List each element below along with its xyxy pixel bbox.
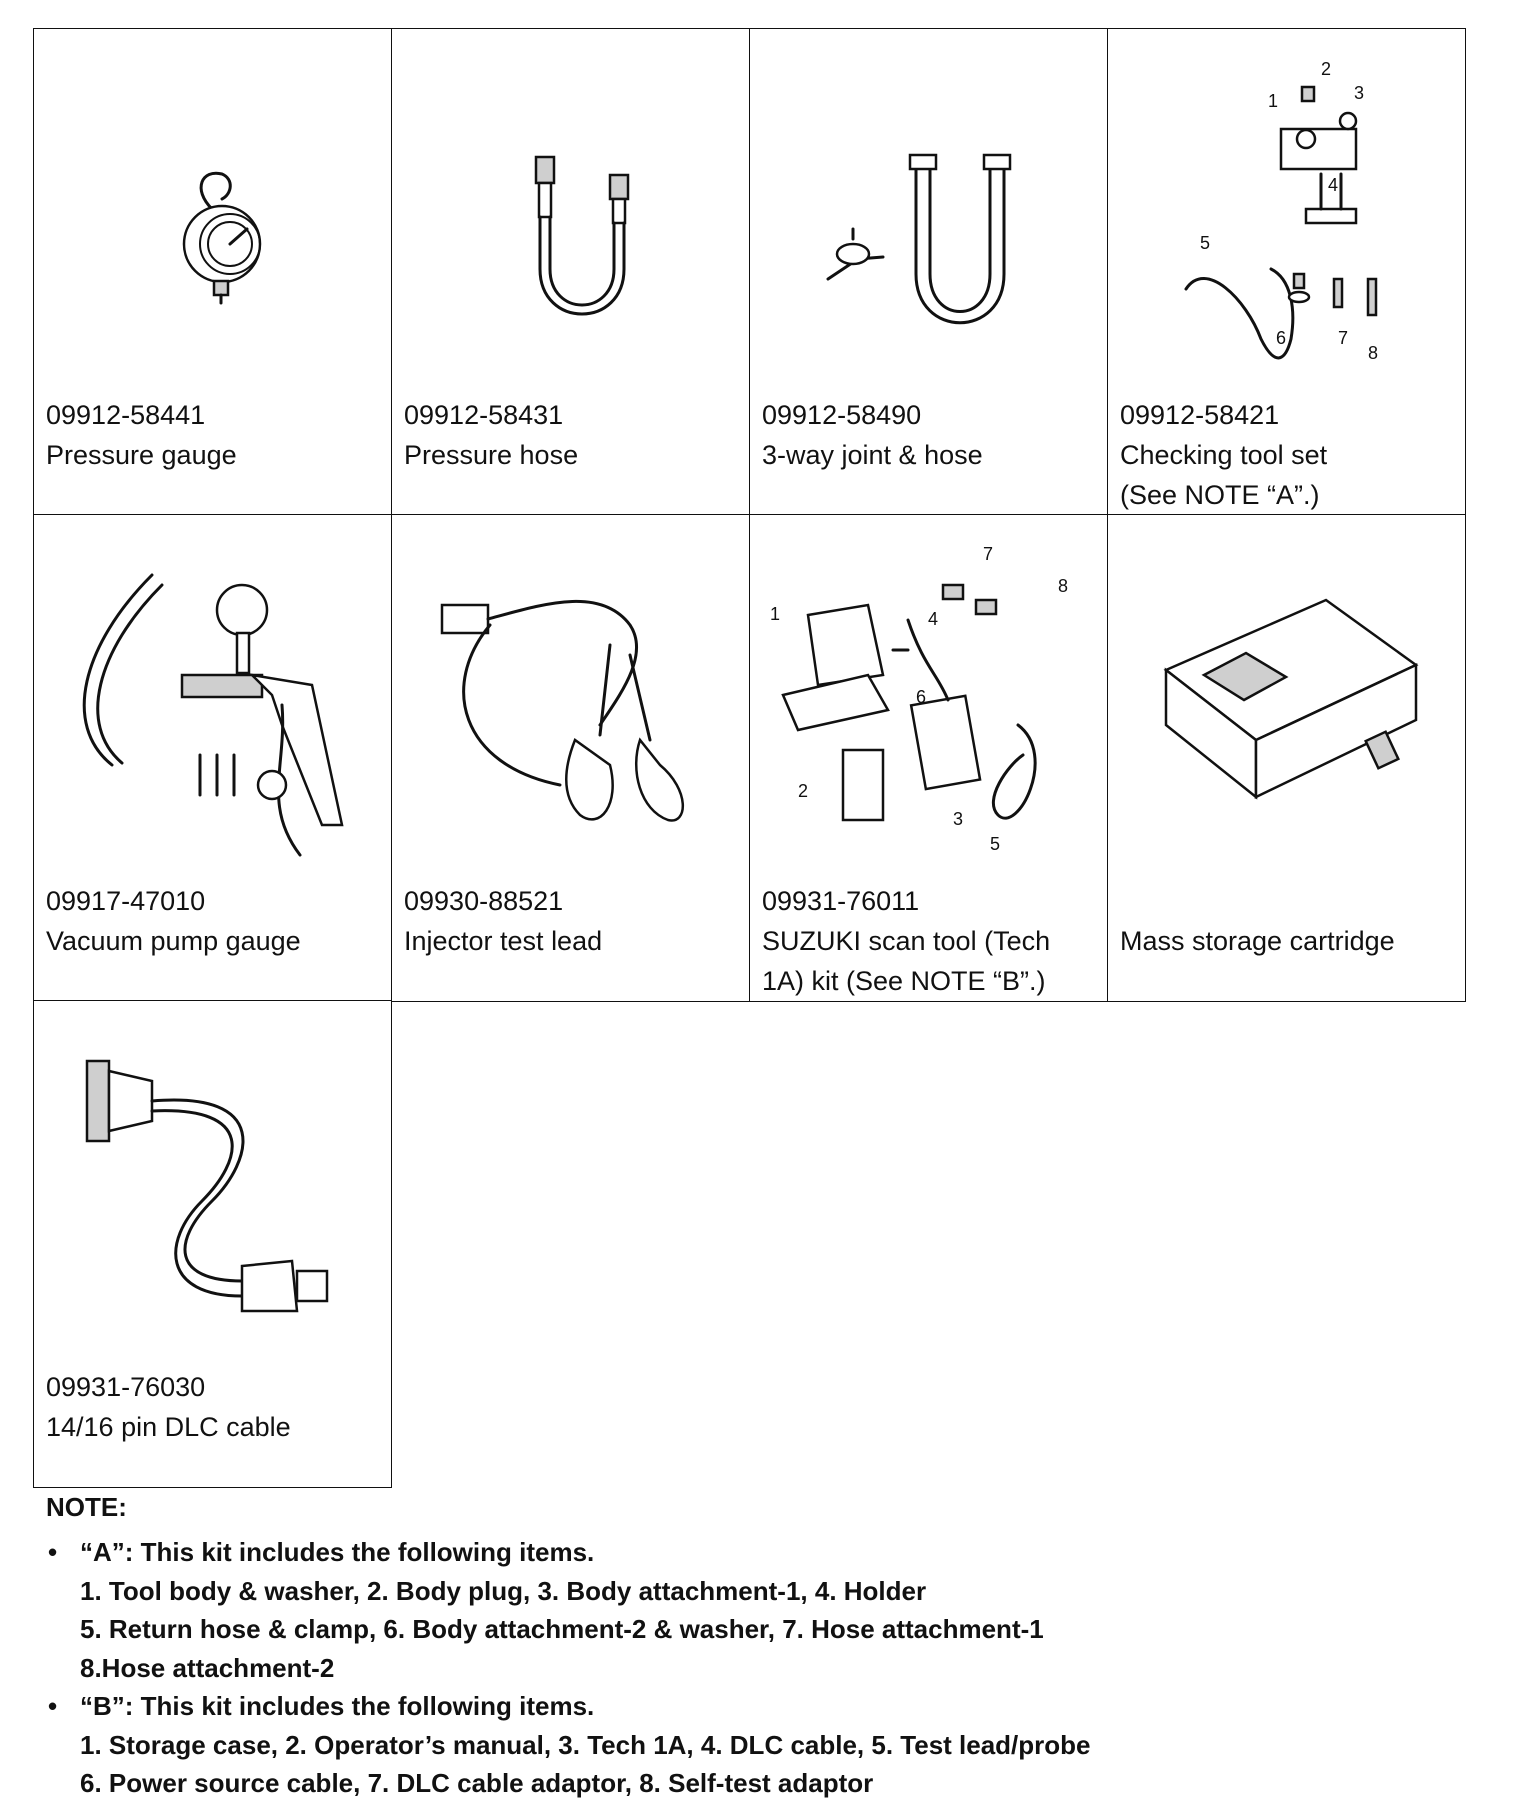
note-section xyxy=(46,1492,1091,1803)
bullet-icon: • xyxy=(48,1537,58,1567)
callout-label: 7 xyxy=(983,544,994,564)
tool-part-number: 09931-76011 xyxy=(762,886,920,916)
callout-label: 1 xyxy=(770,604,781,624)
three-way-joint-illustration xyxy=(758,39,1098,399)
callout-label: 4 xyxy=(928,609,939,629)
tool-cell xyxy=(33,1000,392,1488)
tool-name: 14/16 pin DLC cable xyxy=(46,1412,291,1442)
tool-part-number: 09931-76030 xyxy=(46,1372,206,1402)
bullet-icon: • xyxy=(48,1691,58,1721)
callout-label: 6 xyxy=(916,687,927,707)
tool-name: Vacuum pump gauge xyxy=(46,926,301,956)
mass-storage-cartridge-illustration xyxy=(1116,525,1456,885)
tool-name: Checking tool set xyxy=(1120,440,1328,470)
callout-label: 8 xyxy=(1368,343,1379,363)
callout-label: 4 xyxy=(1328,175,1339,195)
tool-cell xyxy=(391,514,750,1002)
tool-cell xyxy=(749,514,1108,1002)
callout-label: 2 xyxy=(798,781,809,801)
callout-label: 2 xyxy=(1321,59,1332,79)
callout-label: 3 xyxy=(953,809,964,829)
tool-cell xyxy=(1107,28,1466,516)
callout-label: 1 xyxy=(1268,91,1279,111)
tool-cell xyxy=(391,28,750,516)
callout-label: 8 xyxy=(1058,576,1069,596)
tool-name: 3-way joint & hose xyxy=(762,440,983,470)
callout-label: 6 xyxy=(1276,328,1287,348)
tool-name: Mass storage cartridge xyxy=(1120,926,1395,956)
tool-part-number: 09930-88521 xyxy=(404,886,564,916)
callout-label: 5 xyxy=(990,834,1001,854)
callout-label: 5 xyxy=(1200,233,1211,253)
tool-name: Pressure gauge xyxy=(46,440,237,470)
note-item-heading: “B”: This kit includes the following items. xyxy=(80,1691,595,1721)
checking-tool-set-illustration xyxy=(1116,39,1456,399)
note-item-line: 5. Return hose & clamp, 6. Body attachment-2 & washer, 7. Hose attachment-1 xyxy=(80,1614,1044,1644)
tool-part-number: 09912-58441 xyxy=(46,400,206,430)
vacuum-pump-illustration xyxy=(42,525,382,885)
tool-cell xyxy=(749,28,1108,516)
note-item-line: 1. Tool body & washer, 2. Body plug, 3. Body attachment-1, 4. Holder xyxy=(80,1575,927,1606)
tool-part-number: 09912-58421 xyxy=(1120,400,1280,430)
tool-name: Pressure hose xyxy=(404,440,579,470)
tool-name: Injector test lead xyxy=(404,926,603,956)
tool-cell xyxy=(1107,514,1466,1002)
note-item-line: 8.Hose attachment-2 xyxy=(80,1652,335,1683)
tool-part-number: 09912-58431 xyxy=(404,400,564,430)
injector-test-lead-illustration xyxy=(400,525,740,885)
note-item xyxy=(46,1687,1091,1726)
note-title: NOTE: xyxy=(46,1492,127,1522)
tool-cell xyxy=(33,514,392,1002)
note-item-line: 6. Power source cable, 7. DLC cable adaptor, 8. Self-test adaptor xyxy=(80,1768,874,1798)
tool-name: SUZUKI scan tool (Tech xyxy=(762,926,1051,956)
pressure-hose-illustration xyxy=(400,39,740,399)
tool-name-note: (See NOTE “A”.) xyxy=(1120,480,1320,510)
tool-cell xyxy=(33,28,392,516)
note-item xyxy=(46,1533,1091,1572)
pressure-gauge-illustration xyxy=(42,39,382,399)
callout-label: 7 xyxy=(1338,328,1349,348)
tool-part-number: 09917-47010 xyxy=(46,886,206,916)
note-item-heading: “A”: This kit includes the following items. xyxy=(80,1537,595,1567)
dlc-cable-illustration xyxy=(42,1011,382,1371)
callout-label: 3 xyxy=(1354,83,1365,103)
note-item-line: 1. Storage case, 2. Operator’s manual, 3. Tech 1A, 4. DLC cable, 5. Test lead/probe xyxy=(80,1729,1091,1760)
scan-tool-kit-illustration xyxy=(758,525,1098,885)
tool-name-note: 1A) kit (See NOTE “B”.) xyxy=(762,966,1046,996)
tool-part-number: 09912-58490 xyxy=(762,400,922,430)
